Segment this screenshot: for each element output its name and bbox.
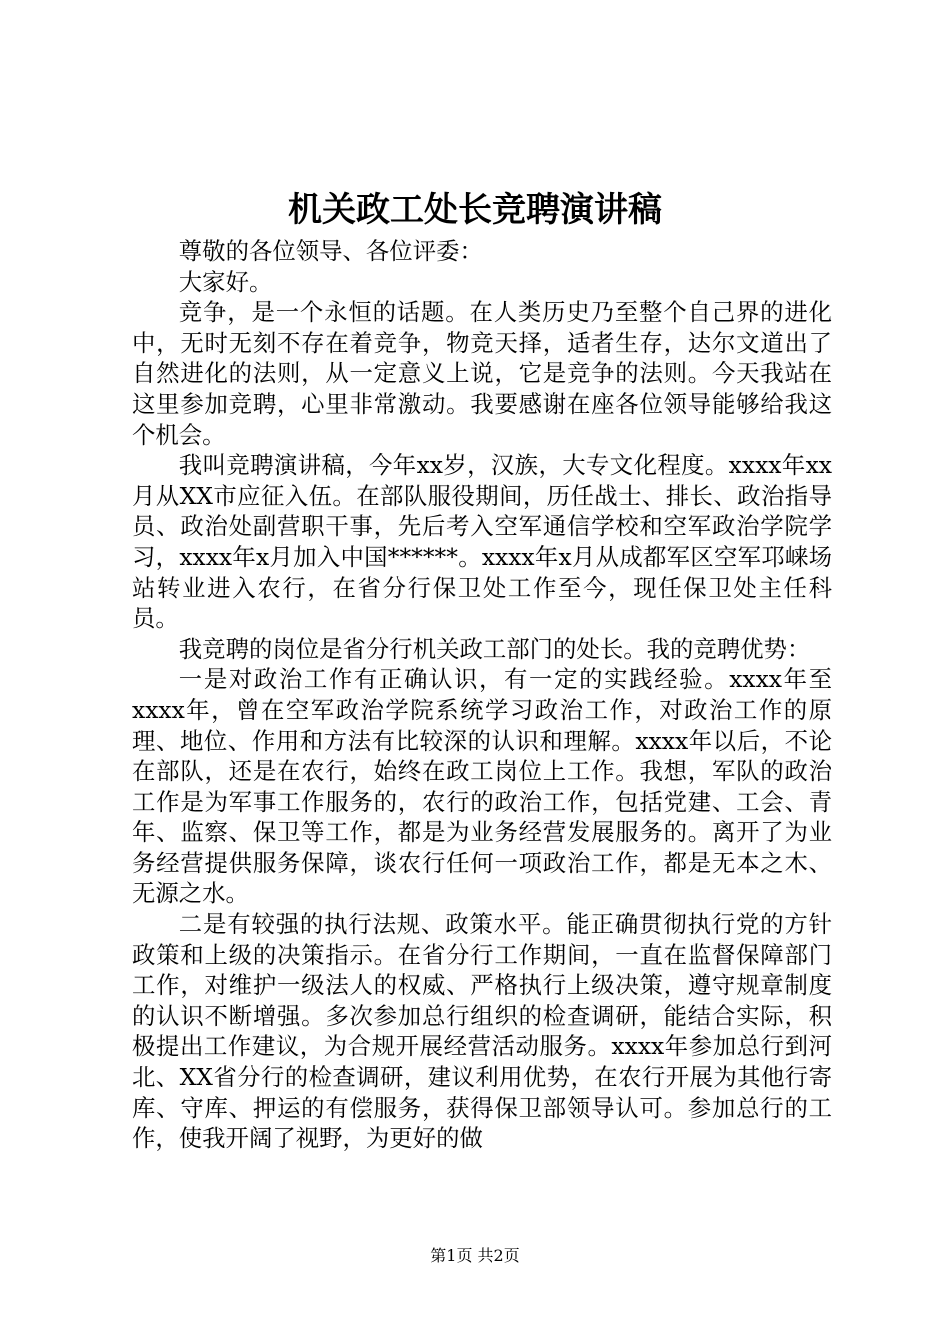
paragraph-self-introduction: 我叫竞聘演讲稿，今年xx岁，汉族，大专文化程度。xxxx年xx月从XX市应征入伍。在部队服役期间，历任战士、排长、政治指导员、政治处副营职干事，先后考入空军通信学校和空军政治学院学习，xxxx年x月加入中国******。xxxx年x月从成都军区空军邛崃场站转业进入农行，在省分行保卫处工作至今，现任保卫处主任科员。 bbox=[132, 451, 832, 633]
paragraph-competition: 竞争，是一个永恒的话题。在人类历史乃至整个自己界的进化中，无时无刻不存在着竞争，物竞天择，适者生存，达尔文道出了自然进化的法则，从一定意义上说，它是竞争的法则。今天我站在这里参加竞聘，心里非常激动。我要感谢在座各位领导能够给我这个机会。 bbox=[132, 298, 832, 449]
greeting: 大家好。 bbox=[178, 267, 273, 296]
paragraph-advantage-two: 二是有较强的执行法规、政策水平。能正确贯彻执行党的方针政策和上级的决策指示。在省分行工作期间，一直在监督保障部门工作，对维护一级法人的权威、严格执行上级决策，遵守规章制度的认识不断增强。多次参加总行组织的检查调研，能结合实际，积极提出工作建议，为合规开展经营活动服务。xxxx年参加总行到河北、XX省分行的检查调研，建议利用优势，在农行开展为其他行寄库、守库、押运的有偿服务，获得保卫部领导认可。参加总行的工作，使我开阔了视野，为更好的做 bbox=[132, 910, 832, 1153]
page-number-footer: 第1页 共2页 bbox=[430, 1246, 520, 1265]
document-title: 机关政工处长竞聘演讲稿 bbox=[288, 190, 662, 230]
document-body bbox=[132, 236, 832, 1154]
salutation: 尊敬的各位领导、各位评委： bbox=[178, 237, 483, 265]
paragraph-position: 我竞聘的岗位是省分行机关政工部门的处长。我的竞聘优势： bbox=[178, 634, 811, 663]
paragraph-advantage-one: 一是对政治工作有正确认识，有一定的实践经验。xxxx年至xxxx年，曾在空军政治学院系统学习政治工作，对政治工作的原理、地位、作用和方法有比较深的认识和理解。xxxx年以后，不论在部队，还是在农行，始终在政工岗位上工作。我想，军队的政治工作是为军事工作服务的，农行的政治工作，包括党建、工会、青年、监察、保卫等工作，都是为业务经营发展服务的。离开了为业务经营提供服务保障，谈农行任何一项政治工作，都是无本之木、无源之水。 bbox=[132, 665, 832, 908]
